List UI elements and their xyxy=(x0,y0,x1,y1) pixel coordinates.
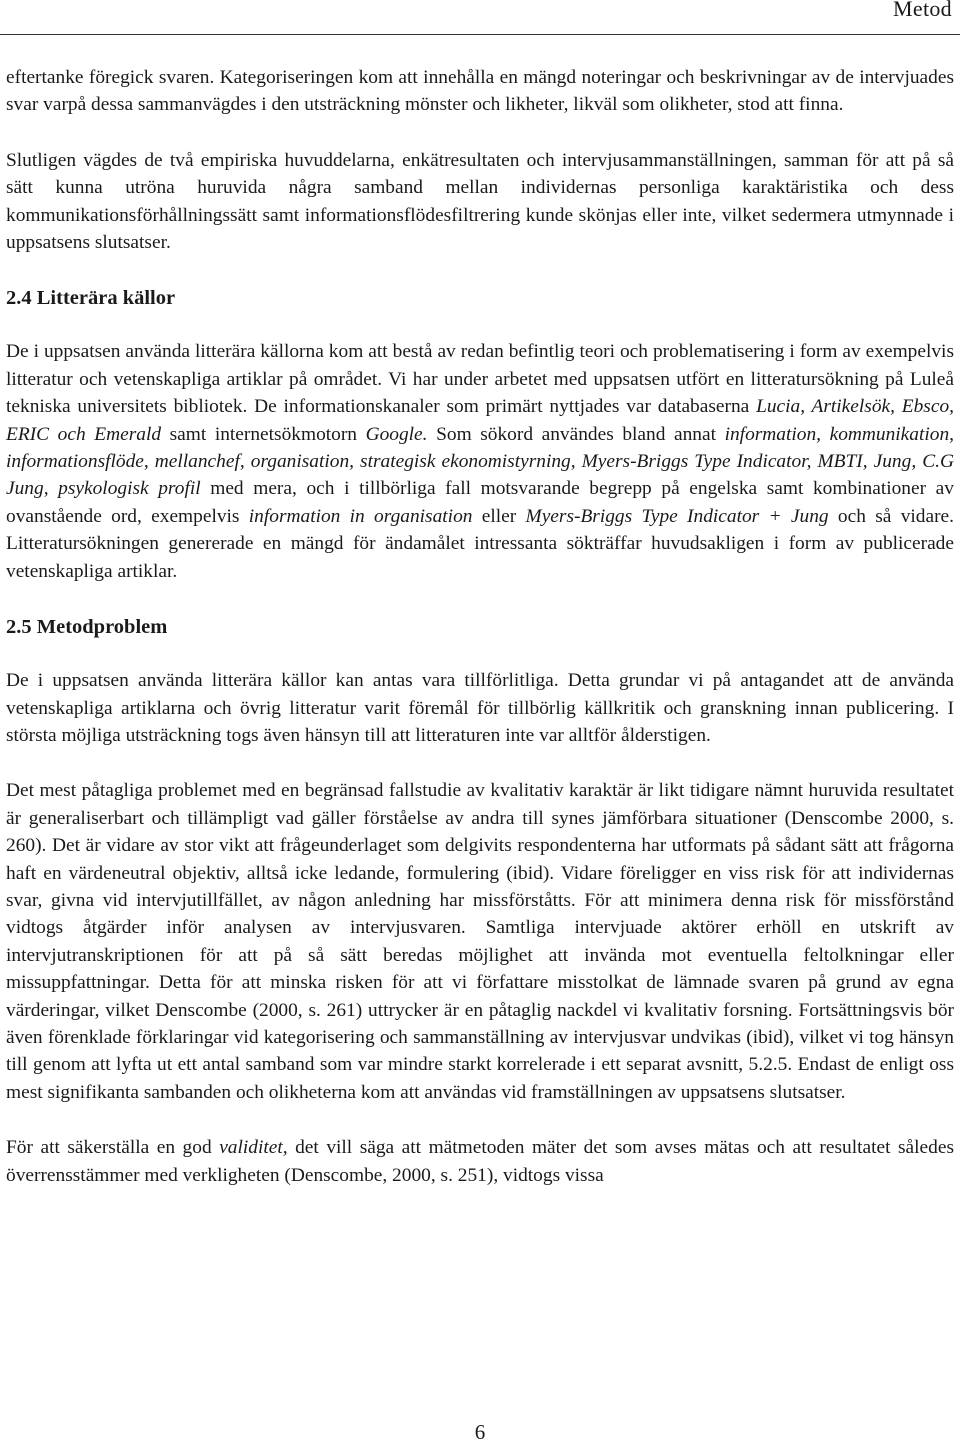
italic-run-validitet: validitet, xyxy=(219,1137,288,1159)
text-run: De i uppsatsen använda litterära källorna kom att bestå av redan befintlig teori och problematisering i form av exempelvis litteratur och vetenskapliga artiklar på området. Vi har under arbetet med uppsatsen utfört en litteratursökning på Luleå tekniska universitets bibliotek. De informationskanaler som primärt nyttjades var databaserna xyxy=(6,341,954,418)
header-title: Metod xyxy=(893,0,952,21)
paragraph-intro-2: Slutligen vägdes de två empiriska huvuddelarna, enkätresultaten och intervjusammanställningen, samman för att på så sätt kunna utröna huruvida några samband mellan individernas personliga karaktäristika och dess kommunikationsförhållningssätt samt informationsflödesfiltrering kunde skönjas eller inte, vilket sedermera utmynnade i uppsatsens slutsatser. xyxy=(6,149,954,254)
text-run: För att säkerställa en god xyxy=(6,1137,220,1159)
page-header xyxy=(0,0,960,35)
text-run: det vill säga att mätmetoden mäter det som avses mätas och att resultatet således överrensstämmer med verkligheten (Denscombe, 2000, s. 251), vidtogs vissa xyxy=(6,1137,955,1186)
italic-run-databases: Lucia, Artikelsök, Ebsco, ERIC och Emerald xyxy=(6,396,954,445)
paragraph-metodproblem-3 xyxy=(6,1134,954,1189)
section-heading-2-5: 2.5 Metodproblem xyxy=(6,616,168,639)
paragraph-metodproblem-2: Det mest påtagliga problemet med en begränsad fallstudie av kvalitativ karaktär är likt tidigare nämnt huruvida resultatet är generaliserbart och tillämpligt vad gäller förståelse av andra till synes jämförbara situationer (Denscombe 2000, s. 260). Det är vidare av stor vikt att frågeunderlaget som delgivits respondenterna har utformats på sådant sätt att frågorna haft en värdeneutral objektiv, alltså icke ledande, formulering (ibid). Vidare föreligger en viss risk för att individernas svar, givna vid intervjutillfället, av någon anledning har missförståtts. För att minimera denna risk för missförstånd vidtogs åtgärder inför analysen av intervjusvaren. Samtliga intervjuade aktörer erhöll en utskrift av intervjutranskriptionen för att på så sätt beredas möjlighet att invända mot eventuella feltolkningar eller missuppfattningar. Detta för att minska risken för att vi författare misstolkat de lämnade svaren på grund av egna värderingar, vilket Denscombe (2000, s. 261) uttrycker är en påtaglig nackdel vi kvalitativ forsning. Fortsättningsvis bör även förenklade förklaringar vid kategorisering och sammanställning av intervjusvar undvikas (ibid), vilket vi tog hänsyn till genom att lyfta ut ett antal samband som var mindre starkt korrelerade i ett separat avsnitt, 5.2.5. Endast de enligt oss mest signifikanta sambanden och olikheterna kom att användas vid framställningen av uppsatsens slutsatser. xyxy=(6,780,954,1103)
paragraph-litterara-kallor xyxy=(6,338,954,585)
text-run: med mera, och i tillbörliga fall motsvarande begrepp på engelska samt kombinationer av ovanstående ord, exempelvis xyxy=(6,478,954,527)
italic-run-google: Google. xyxy=(365,423,428,445)
text-run: samt internetsökmotorn xyxy=(161,423,366,445)
paragraph-intro-1: eftertanke föregick svaren. Kategoriseringen kom att innehålla en mängd noteringar och beskrivningar av de intervjuades svar varpå dessa sammanvägdes i den utsträckning mönster och likheter, likväl som olikheter, stod att finna. xyxy=(6,67,954,116)
italic-run-example-1: information in organisation xyxy=(248,505,473,527)
text-run: och så vidare. Litteratursökningen genererade en mängd för ändamålet intressanta sökträffar huvudsakligen i form av publicerade vetenskapliga artiklar. xyxy=(6,505,955,582)
italic-run-keywords: information, kommunikation, informationsflöde, mellanchef, organisation, strategisk ekonomistyrning, Myers-Briggs Type Indicator, MBTI, Jung, C.G Jung, psykologisk profil xyxy=(6,423,955,500)
document-body xyxy=(6,64,954,1217)
italic-run-example-2: Myers-Briggs Type Indicator + Jung xyxy=(525,505,829,527)
page-number: 6 xyxy=(474,1420,486,1444)
section-heading-2-4: 2.4 Litterära källor xyxy=(6,287,176,310)
paragraph-metodproblem-1: De i uppsatsen använda litterära källor kan antas vara tillförlitliga. Detta grundar vi på antagandet att de använda vetenskapliga artiklarna och övrig litteratur varit föremål för tillbörlig källkritik och granskning innan publicering. I största möjliga utsträckning togs även hänsyn till att litteraturen inte var alltför ålderstigen. xyxy=(6,670,954,746)
text-run: eller xyxy=(472,505,526,527)
text-run: Som sökord användes bland annat xyxy=(427,423,725,445)
